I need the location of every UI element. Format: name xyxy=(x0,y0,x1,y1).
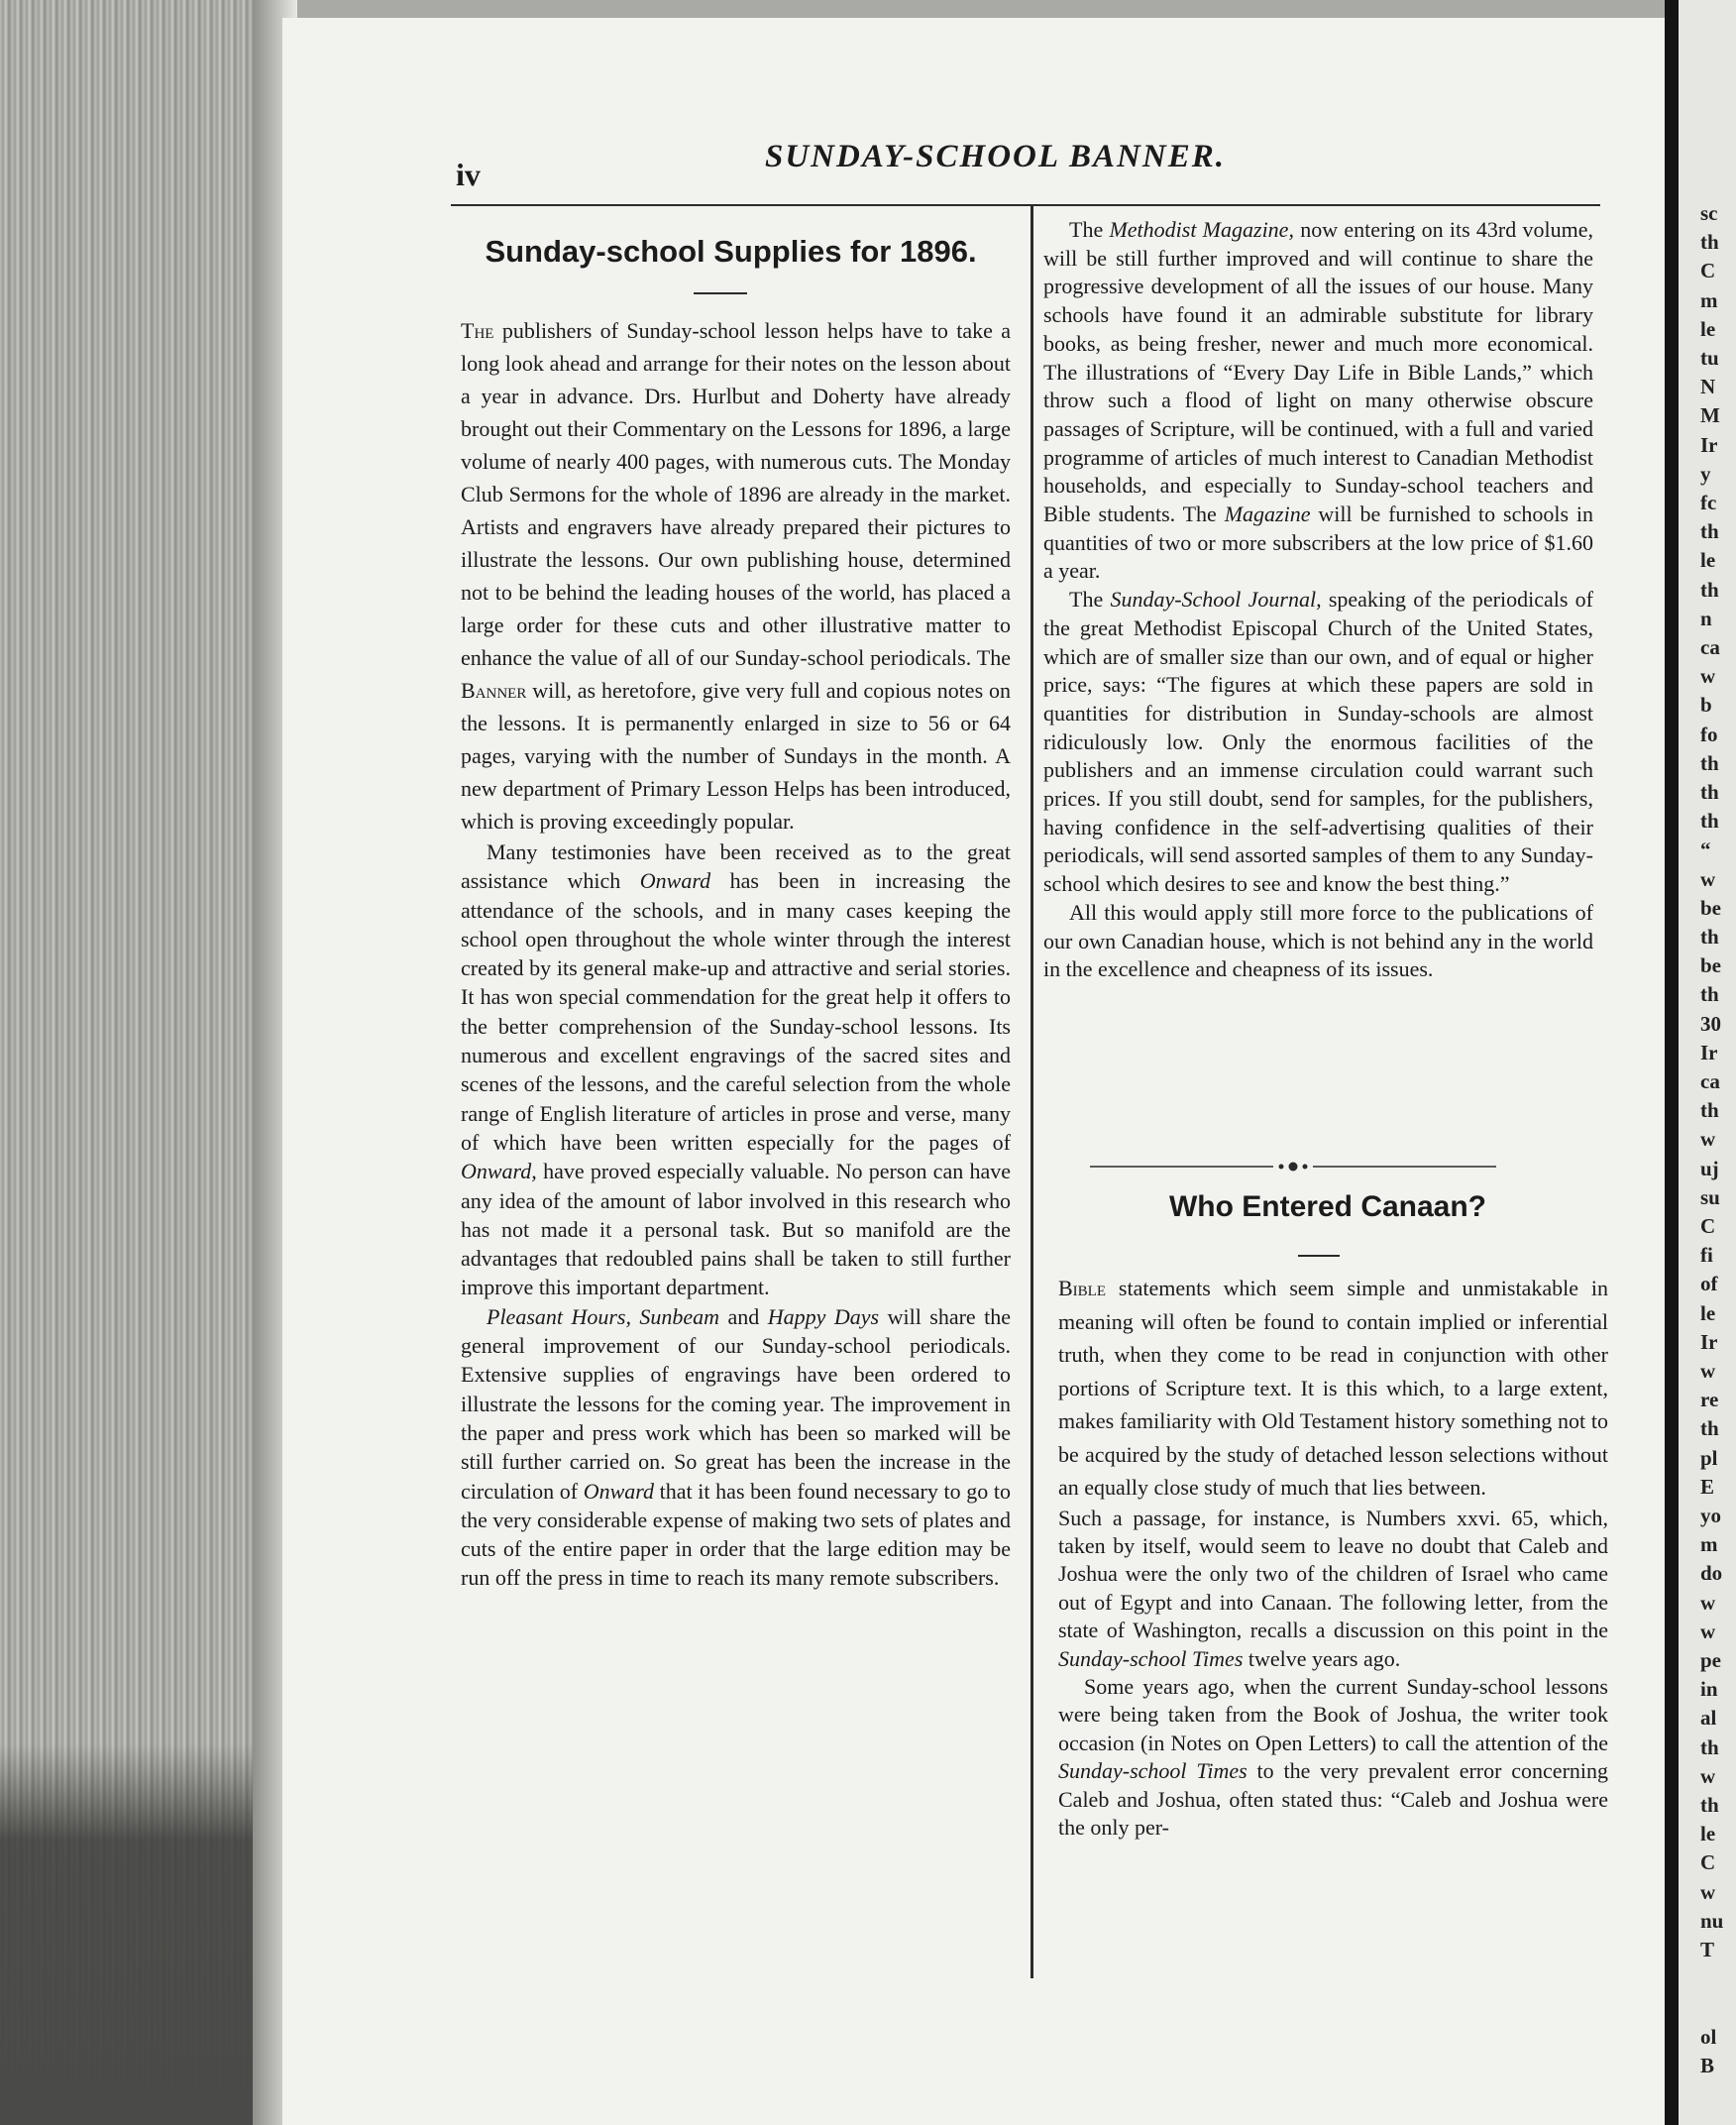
next-page-fragment: C xyxy=(1700,1214,1716,1238)
running-title: SUNDAY-SCHOOL BANNER. xyxy=(765,139,1226,174)
next-page-fragment: th xyxy=(1700,230,1719,255)
next-page-fragment: w xyxy=(1700,866,1716,891)
next-page-fragment: th xyxy=(1700,1793,1719,1817)
paragraph-text: that it has been found necessary to go to the very considerable expense of making two sets of plates and cuts of the entire paper in order that the large edition may be run off the press in time to reach its many remote subscribers. xyxy=(461,1478,1011,1591)
paragraph-text: Some years ago, when the current Sunday-school lessons were being taken from the Book of Joshua, the writer took occasion (in Notes on Open Letters) to call the attention of the xyxy=(1058,1673,1608,1755)
drop-lead: The xyxy=(461,318,494,343)
article-heading-supplies: Sunday-school Supplies for 1896. xyxy=(485,234,977,269)
next-page-fragment: th xyxy=(1700,1416,1719,1441)
next-page-fragment: th xyxy=(1700,750,1719,775)
next-page-fragment: pl xyxy=(1700,1445,1718,1470)
italic-title: Onward xyxy=(583,1478,655,1504)
banner-title: Banner xyxy=(461,678,527,703)
next-page-fragment: T xyxy=(1700,1938,1715,1961)
next-page-fragment: sc xyxy=(1700,201,1718,225)
next-page-fragment: M xyxy=(1700,403,1720,428)
right-column-top xyxy=(1043,216,1593,984)
next-page-fragment: w xyxy=(1700,1590,1716,1615)
paragraph xyxy=(1043,216,1593,586)
next-page-fragment: pe xyxy=(1700,1648,1721,1672)
next-page-fragment: re xyxy=(1700,1388,1719,1412)
drop-lead: Bible xyxy=(1058,1276,1106,1300)
right-gutter xyxy=(1665,0,1679,2125)
left-column xyxy=(461,314,1011,1593)
right-column-bottom xyxy=(1058,1272,1608,1842)
next-page-fragment: C xyxy=(1700,259,1716,283)
next-page-fragment: w xyxy=(1700,1879,1716,1904)
next-page-fragment: y xyxy=(1700,461,1711,486)
paragraph-text: statements which seem simple and unmistakable in meaning will often be found to contain implied or inferential truth, when they come to be read in conjunction with other portions of Scripture text. It is this which, to a large extent, makes familiarity with Old Testament history something not to be acquired by the study of detached lesson selections without an equally close study of much that lies between. xyxy=(1058,1276,1608,1500)
next-page-fragment: C xyxy=(1700,1850,1716,1875)
header-rule xyxy=(451,204,1600,206)
italic-title: Sunday-school Times xyxy=(1058,1758,1248,1784)
next-page-fragment: th xyxy=(1700,1734,1719,1759)
section-ornament xyxy=(1090,1162,1496,1172)
next-page-fragment: Ir xyxy=(1700,1329,1718,1354)
italic-title: Sunday-School Journal, xyxy=(1110,587,1322,613)
italic-title: Magazine xyxy=(1224,502,1311,527)
italic-title: Onward xyxy=(639,868,711,894)
paragraph-text: now entering on its 43rd volume, will be still further improved and will continue to share the progressive development of all the issues of our house. Many schools have found it an admirable substitute for library books, as being fresher, newer and much more economical. The illustrations of “Every Day Life in Bible Lands,” which throw such a flood of light on many otherwise obscure passages of Scripture, will be continued, with a full and varied programme of articles of much interest to Canadian Methodist households, and especially to Sunday-school teachers and Bible students. The xyxy=(1043,217,1593,527)
paragraph xyxy=(1043,586,1593,899)
next-page-fragment: nu xyxy=(1700,1908,1724,1933)
column-rule xyxy=(1031,204,1033,1978)
next-page-fragment: ol xyxy=(1700,2024,1717,2049)
next-page-fragment: w xyxy=(1700,1359,1716,1383)
next-page-fragment: fc xyxy=(1700,491,1717,514)
next-page-fragment: in xyxy=(1700,1677,1718,1702)
next-page-fragment: th xyxy=(1700,519,1719,544)
next-page-fragment: m xyxy=(1700,287,1718,312)
next-page-fragment: le xyxy=(1700,548,1716,573)
heading-rule-supplies xyxy=(694,292,747,294)
next-page-fragment: tu xyxy=(1700,346,1719,370)
next-page-fragment: 30 xyxy=(1700,1011,1721,1036)
next-page-fragment: do xyxy=(1700,1561,1723,1586)
italic-title: Pleasant Hours, Sunbeam xyxy=(487,1303,720,1329)
ornament-dot xyxy=(1289,1163,1298,1172)
next-page-fragment: ca xyxy=(1700,635,1720,659)
next-page-fragment: w xyxy=(1700,1619,1716,1643)
paragraph-text: will share the general improvement of our Sunday-school periodicals. Extensive supplies of engravings have been ordered to illustrate the lessons for the coming year. The improvement in the paper and press work which has been so marked will be still further carried on. So great has been the increase in the circulation of xyxy=(461,1303,1012,1504)
italic-title: Onward, xyxy=(461,1159,537,1184)
next-page-fragment: su xyxy=(1700,1184,1720,1209)
next-page-fragment: E xyxy=(1700,1474,1715,1499)
next-page-fragment: Ir xyxy=(1700,432,1718,457)
next-page-fragment: w xyxy=(1700,1763,1716,1788)
heading-rule-canaan xyxy=(1298,1255,1340,1257)
next-page-fragment: “ xyxy=(1700,838,1711,862)
binding-shadow xyxy=(0,1744,282,2125)
next-page-fragment: le xyxy=(1700,316,1716,341)
next-page-fragment: n xyxy=(1700,606,1712,630)
ornament-dot xyxy=(1279,1165,1284,1170)
next-page-fragment: yo xyxy=(1700,1504,1721,1527)
article-heading-canaan: Who Entered Canaan? xyxy=(1168,1190,1487,1223)
paragraph-text: publishers of Sunday-school lesson helps have to take a long look ahead and arrange for their notes on the lesson about a year in advance. Drs. Hurlbut and Doherty have already brought out their Commentary on the Lessons for 1896, a large volume of nearly 400 pages, with numerous cuts. The Monday Club Sermons for the whole of 1896 are already in the market. Artists and engravers have already prepared their pictures to illustrate the lessons. Our own publishing house, determined not to be behind the leading houses of the world, has placed a large order for these cuts and other illustrative matter to enhance the value of all of our Sunday-school periodicals. The xyxy=(461,318,1012,670)
paragraph-text: The xyxy=(1069,217,1104,242)
next-page-fragment: w xyxy=(1700,1127,1716,1152)
next-page-fragment: th xyxy=(1700,982,1719,1007)
next-page-fragment: th xyxy=(1700,925,1719,949)
italic-title: Sunday-school Times xyxy=(1058,1645,1244,1671)
paragraph xyxy=(461,1302,1011,1593)
paragraph xyxy=(461,838,1011,1302)
next-page-fragment: of xyxy=(1700,1272,1718,1296)
paragraph: All this would apply still more force to the publications of our own Canadian house, which is not behind any in the world in the excellence and cheapness of its issues. xyxy=(1043,899,1593,982)
next-page-fragment: al xyxy=(1700,1706,1717,1731)
next-page-fragment: le xyxy=(1700,1300,1716,1325)
paragraph-text: has been in increasing the attendance of the schools, and in many cases keeping the school open throughout the whole winter through the interest created by its general make-up and attractive and serial stories. It has won special commendation for the great help it offers to the better comprehension of the Sunday-school lessons. Its numerous and excellent engravings of the sacred sites and scenes of the lessons, and the careful selection from the whole range of English literature of articles in prose and verse, many of which have been written especially for the pages of xyxy=(461,868,1011,1155)
paragraph xyxy=(1058,1673,1608,1842)
next-page-fragment: ca xyxy=(1700,1069,1720,1093)
next-page-fragment: m xyxy=(1700,1532,1718,1557)
paragraph xyxy=(461,314,1011,838)
paragraph xyxy=(1058,1505,1608,1673)
paragraph-text: The xyxy=(1069,587,1104,613)
next-page-fragment: le xyxy=(1700,1822,1716,1846)
next-page-fragment: be xyxy=(1700,895,1721,920)
ornament-dot xyxy=(1303,1165,1308,1170)
next-page-fragment: b xyxy=(1700,693,1712,718)
paragraph-text: Many testimonies have been received as to the great assistance which xyxy=(461,839,1011,894)
paragraph-text: to the very prevalent error concerning Caleb and Joshua, often stated thus: “Caleb and Joshua were the only per- xyxy=(1058,1758,1609,1840)
paragraph-text: and xyxy=(727,1303,760,1329)
next-page-fragment: N xyxy=(1700,375,1716,399)
next-page-fragment: fo xyxy=(1700,722,1718,746)
page-number: iv xyxy=(456,157,481,192)
paragraph-text: will be furnished to schools in quantities of two or more subscribers at the low price of $1.60 a year. xyxy=(1043,502,1593,584)
italic-title: Methodist Magazine, xyxy=(1109,217,1294,242)
paragraph-text: have proved especially valuable. No person can have any idea of the amount of labor involved in this research who has not made it a personal task. But so manifold are the advantages that redoubled pains shall be taken to still further improve this important department. xyxy=(461,1159,1011,1300)
next-page-fragment: uj xyxy=(1700,1156,1719,1180)
paragraph-text: will, as heretofore, give very full and copious notes on the lessons. It is permanently enlarged in size to 56 or 64 pages, varying with the number of Sundays in the month. A new department of Primary Lesson Helps has been introduced, which is proving exceedingly popular. xyxy=(461,678,1011,834)
italic-title: Happy Days xyxy=(767,1303,880,1329)
paragraph-text: speaking of the periodicals of the great Methodist Episcopal Church of the United States, which are of smaller size than our own, and of equal or higher price, says: “The figures at which these papers are sold in quantities for distribution in Sunday-schools are almost ridiculously low. Only the enormous facilities of the publishers and an immense circulation could warrant such prices. If you still doubt, send for samples, for the publishers, having confidence in the self-advertising qualities of their periodicals, will send assorted samples of them to any Sunday-school which desires to see and know the best thing.” xyxy=(1043,587,1593,897)
next-page-fragment: th xyxy=(1700,780,1719,804)
next-page-fragment: Ir xyxy=(1700,1040,1718,1064)
paragraph-text: Such a passage, for instance, is Numbers xxvi. 65, which, taken by itself, would seem to leave no doubt that Caleb and Joshua were the only two of the children of Israel who came out of Egypt and into Canaan. The following letter, from the state of Washington, recalls a discussion on this point in the xyxy=(1058,1505,1608,1643)
paragraph xyxy=(1058,1272,1608,1505)
next-page-fragment: w xyxy=(1700,664,1716,689)
next-page-fragment: be xyxy=(1700,953,1721,978)
next-page-fragment: th xyxy=(1700,577,1719,602)
next-page-edge xyxy=(1679,0,1736,2125)
next-page-fragment: fi xyxy=(1700,1243,1713,1268)
paragraph-text: twelve years ago. xyxy=(1248,1645,1401,1671)
next-page-fragment: th xyxy=(1700,1098,1719,1123)
next-page-fragment: th xyxy=(1700,809,1719,834)
next-page-fragment: B xyxy=(1700,2053,1715,2077)
